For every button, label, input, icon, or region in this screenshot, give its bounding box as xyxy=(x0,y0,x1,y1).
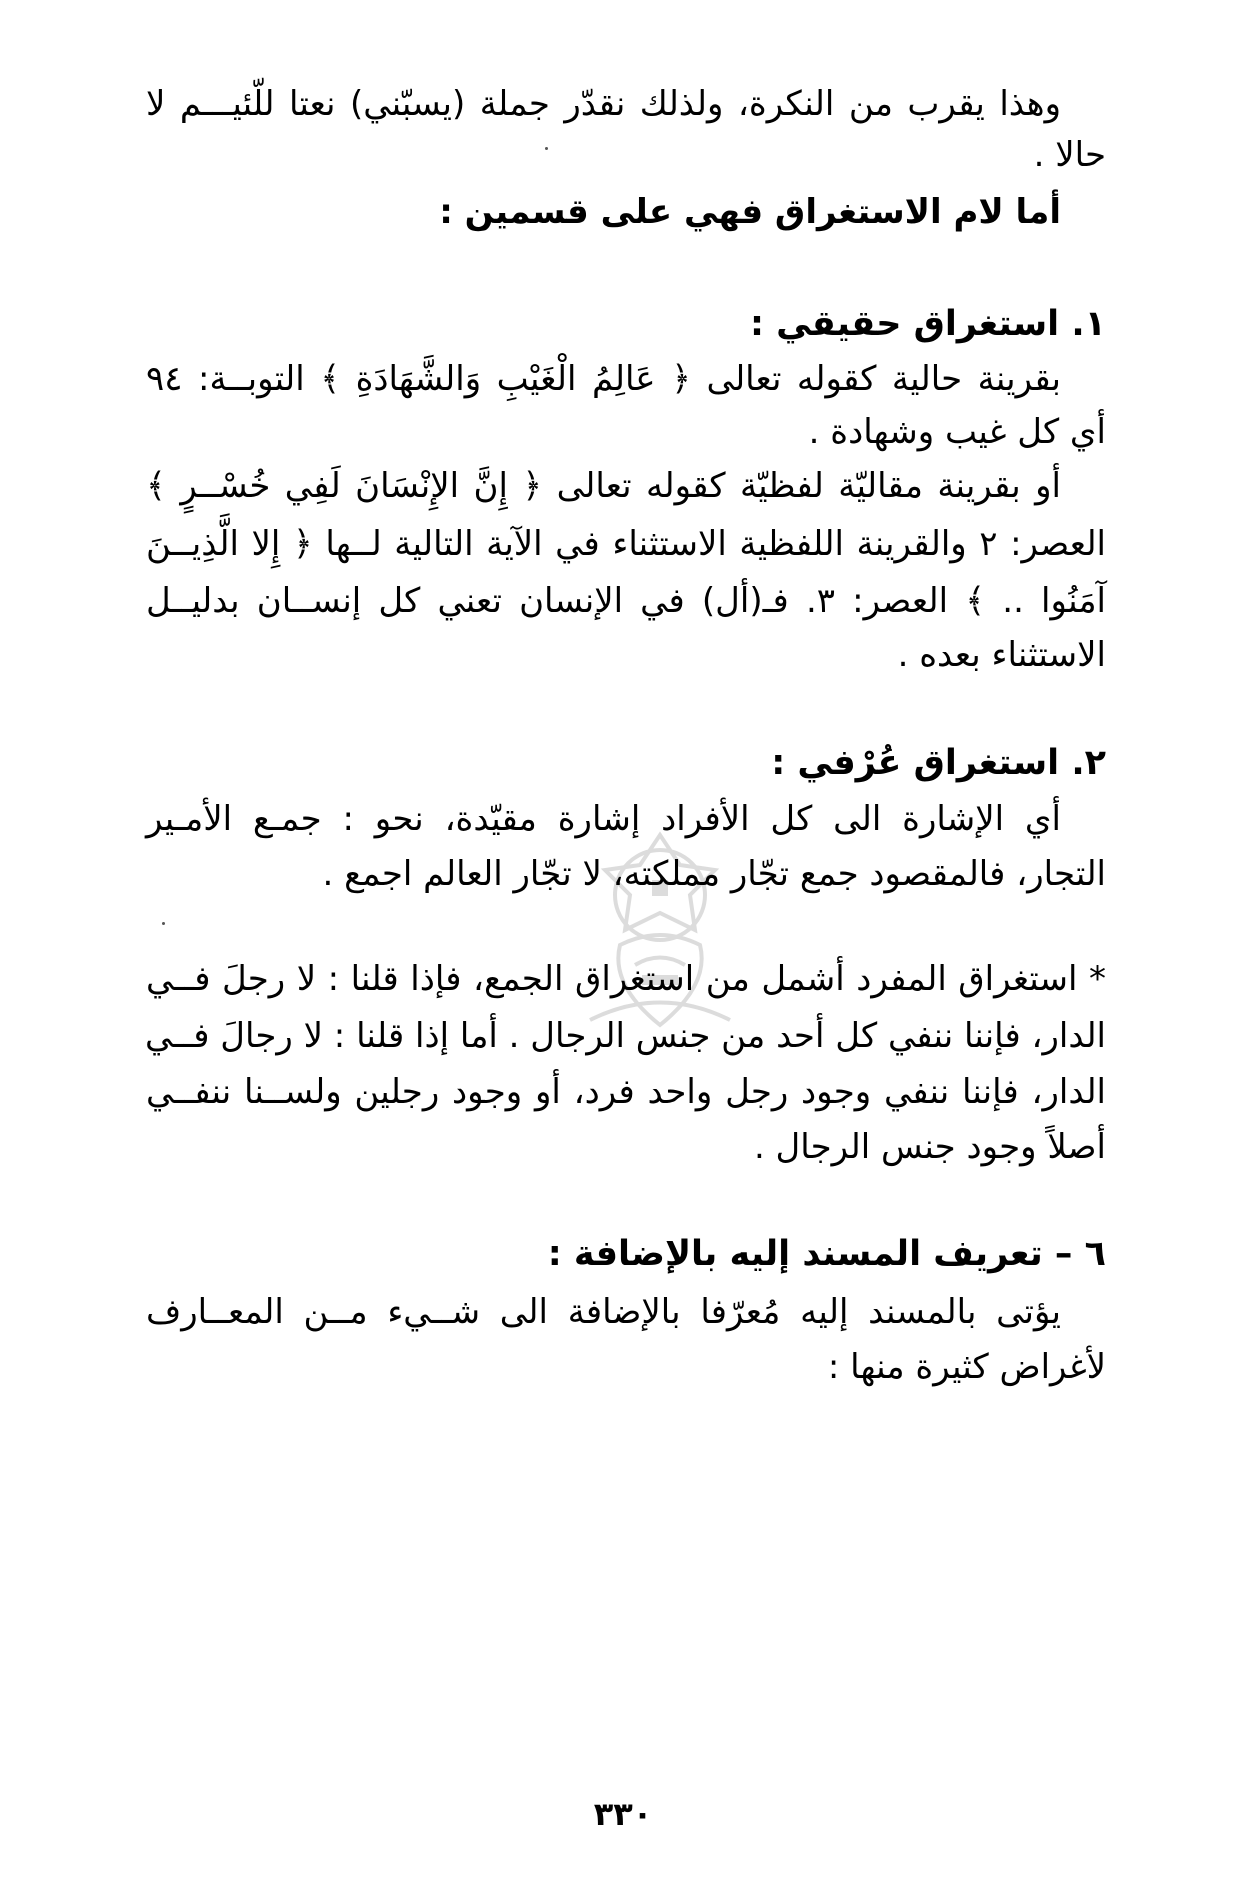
section-heading: ١. استغراق حقيقي : xyxy=(749,304,1106,344)
section-heading: ٦ – تعريف المسند إليه بالإضافة : xyxy=(547,1234,1106,1274)
paragraph-line: بقرينة حالية كقوله تعالى ﴿ عَالِمُ الْغَيْبِ وَالشَّهَادَةِ ﴾ التوبــة: ٩٤ xyxy=(146,359,1061,399)
paragraph-line: وهذا يقرب من النكرة، ولذلك نقدّر جملة (يسبّني) نعتا للّئيـــم لا xyxy=(146,84,1061,124)
section-heading: ٢. استغراق عُرْفي : xyxy=(771,743,1106,783)
paragraph-line: آمَنُوا .. ﴾ العصر: ٣. فـ(أل) في الإنسان تعني كل إنســان بدليــل xyxy=(146,581,1106,621)
paragraph-line: أصلاً وجود جنس الرجال . xyxy=(753,1127,1106,1167)
paragraph-line: لأغراض كثيرة منها : xyxy=(827,1347,1106,1387)
page-number: ٣٣٠ xyxy=(593,1795,653,1833)
paragraph-line: يؤتى بالمسند إليه مُعرّفا بالإضافة الى شــيء مــن المعــارف xyxy=(146,1292,1061,1332)
paragraph-line: الدار، فإننا ننفي كل أحد من جنس الرجال . أما إذا قلنا : لا رجالَ فــي xyxy=(144,1016,1106,1056)
paragraph-line: * استغراق المفرد أشمل من استغراق الجمع، فإذا قلنا : لا رجلَ فــي xyxy=(146,959,1106,999)
paragraph-line: التجار، فالمقصود جمع تجّار مملكته، لا تجّار العالم اجمع . xyxy=(322,854,1106,894)
paragraph-line: الدار، فإننا ننفي وجود رجل واحد فرد، أو وجود رجلين ولســنا ننفــي xyxy=(146,1072,1106,1112)
scan-speck xyxy=(545,147,548,150)
paragraph-line: العصر: ٢ والقرينة اللفظية الاستثناء في الآية التالية لــها ﴿ إِلا الَّذِيــنَ xyxy=(146,524,1107,564)
paragraph-line: الاستثناء بعده . xyxy=(897,635,1106,675)
scan-speck xyxy=(162,922,165,925)
paragraph-line: أي كل غيب وشهادة . xyxy=(808,412,1106,452)
paragraph-line: أي الإشارة الى كل الأفراد إشارة مقيّدة، نحو : جمـع الأمـير xyxy=(146,799,1061,839)
paragraph-line: أو بقرينة مقاليّة لفظيّة كقوله تعالى ﴿ إِنَّ الإِنْسَانَ لَفِي خُسْــرٍ ﴾ xyxy=(146,466,1061,506)
paragraph-line: أما لام الاستغراق فهي على قسمين : xyxy=(439,192,1061,232)
paragraph-line: حالا . xyxy=(1033,135,1106,175)
